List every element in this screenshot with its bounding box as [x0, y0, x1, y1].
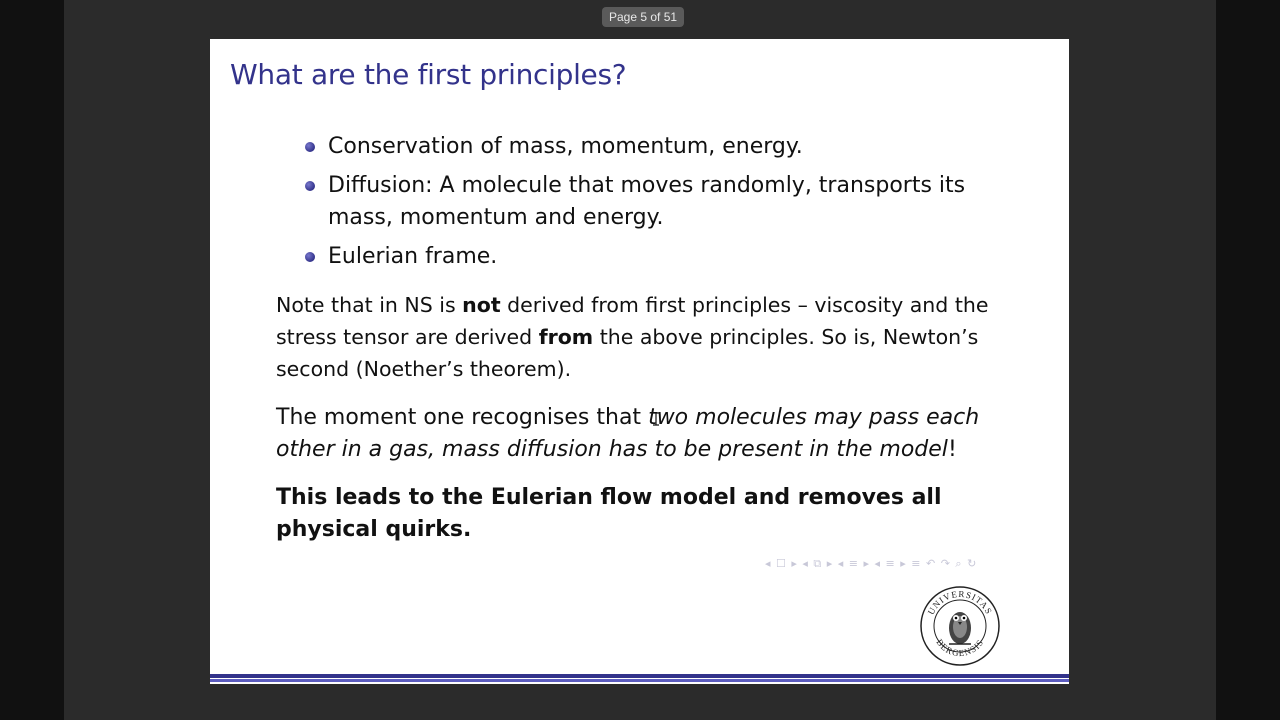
left-dark-margin: [0, 0, 64, 720]
bullet-text: Conservation of mass, momentum, energy.: [328, 134, 803, 159]
right-dark-margin: [1216, 0, 1280, 720]
text-cursor-icon: [651, 412, 661, 426]
note-text-3: the above principles. So is, Newton’s second (Noether’s theorem).: [276, 325, 979, 381]
moment-italic: two molecules may pass each other in a gas, mass diffusion has to be present in the model: [276, 405, 980, 462]
footer-bar: [210, 674, 1069, 678]
slide-title: What are the first principles?: [230, 58, 627, 91]
bullet-item: [302, 241, 1002, 273]
bullet-text: Eulerian frame.: [328, 244, 498, 269]
moment-paragraph: [276, 402, 996, 466]
university-seal-logo: [919, 585, 1001, 667]
moment-text-2: !: [947, 437, 957, 462]
note-text-2: derived from first principles – viscosity and the stress tensor are derived: [276, 293, 989, 349]
svg-text:UNIVERSITAS: UNIVERSITAS: [925, 588, 995, 617]
bullet-item: [302, 131, 1002, 163]
bullet-dot-icon: [305, 252, 315, 262]
bullet-dot-icon: [305, 181, 315, 191]
conclusion-paragraph: This leads to the Eulerian flow model and removes all physical quirks.: [276, 485, 942, 542]
svg-text:BERGENSIS: BERGENSIS: [934, 637, 986, 659]
note-bold-not: not: [462, 293, 501, 317]
note-paragraph: [276, 289, 996, 385]
bullet-text: Diffusion: A molecule that moves randomly, transports its mass, momentum and energy.: [328, 173, 966, 230]
bullet-item: [302, 170, 1002, 234]
slide-page: [210, 39, 1069, 684]
bullet-list: [302, 131, 1002, 280]
page-indicator: Page 5 of 51: [602, 7, 684, 27]
beamer-navigation-symbols[interactable]: ◂ ☐ ▸ ◂ ⧉ ▸ ◂ ≡ ▸ ◂ ≡ ▸ ≡ ↶ ↷ ⌕ ↻: [765, 557, 978, 570]
footer-bar-accent: [210, 679, 1069, 682]
moment-text-1: The moment one recognises that: [276, 405, 649, 430]
note-text-1: Note that in NS is: [276, 293, 463, 317]
bullet-dot-icon: [305, 142, 315, 152]
note-bold-from: from: [538, 325, 594, 349]
